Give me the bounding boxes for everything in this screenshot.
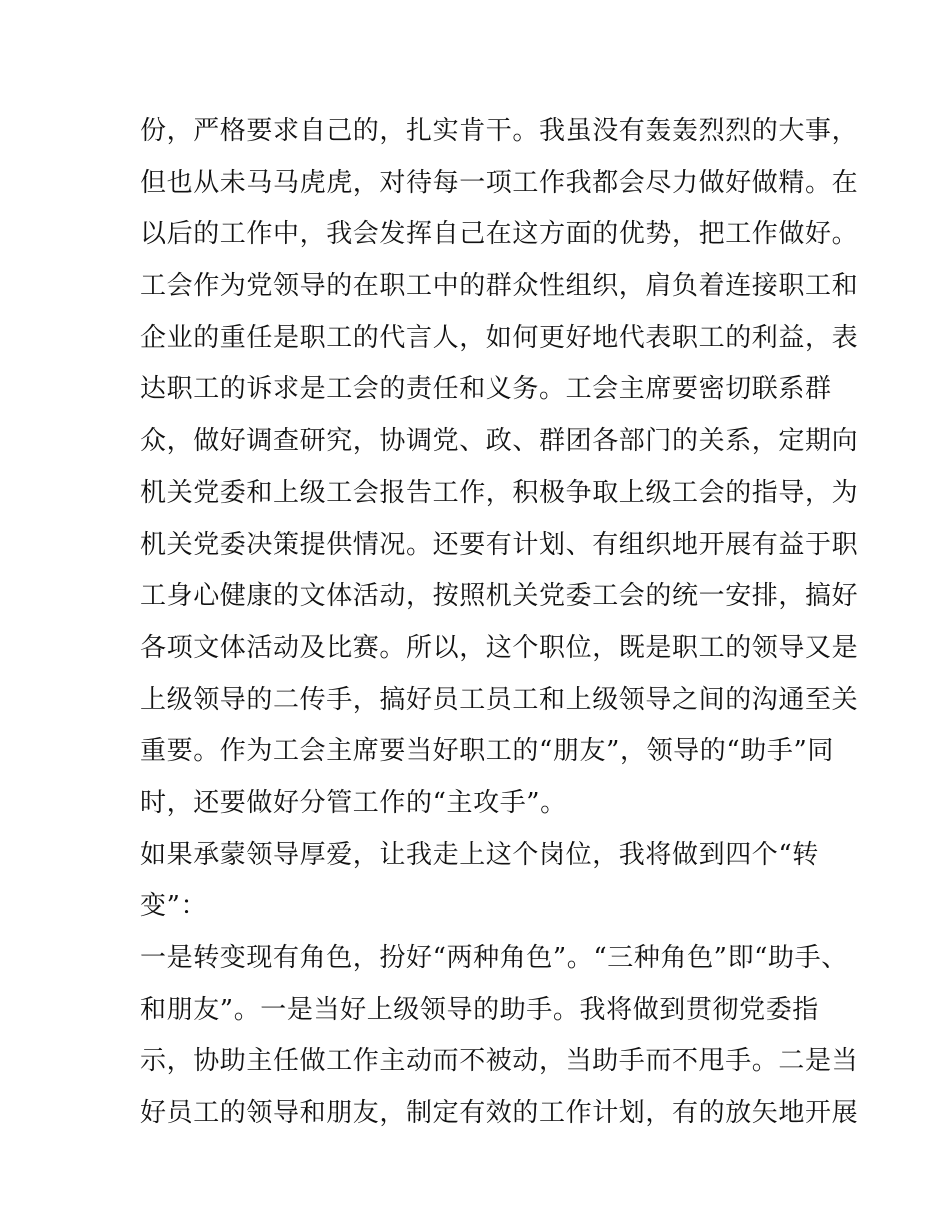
text-line: 机关党委决策提供情况。还要有计划、有组织地开展有益于职 bbox=[140, 529, 859, 560]
text-line: 示，协助主任做工作主动而不被动，当助手而不甩手。二是当 bbox=[140, 1046, 859, 1077]
text-line: 一是转变现有角色，扮好“两种角色”。“三种角色”即“助手、 bbox=[140, 943, 848, 973]
text-line: 变”： bbox=[140, 891, 208, 922]
text-line: 工会作为党领导的在职工中的群众性组织，肩负着连接职工和 bbox=[140, 271, 859, 302]
text-line: 上级领导的二传手，搞好员工员工和上级领导之间的沟通至关 bbox=[140, 684, 859, 715]
body-text bbox=[140, 106, 859, 1140]
text-line: 如果承蒙领导厚爱，让我走上这个岗位，我将做到四个“转 bbox=[140, 839, 819, 870]
text-line: 众，做好调查研究，协调党、政、群团各部门的关系，定期向 bbox=[140, 426, 859, 457]
text-line: 各项文体活动及比赛。所以，这个职位，既是职工的领导又是 bbox=[140, 632, 859, 663]
text-line: 达职工的诉求是工会的责任和义务。工会主席要密切联系群 bbox=[140, 374, 832, 405]
text-line: 份，严格要求自己的，扎实肯干。我虽没有轰轰烈烈的大事， bbox=[140, 116, 859, 146]
text-line: 机关党委和上级工会报告工作，积极争取上级工会的指导，为 bbox=[140, 477, 859, 508]
text-line: 企业的重任是职工的代言人，如何更好地代表职工的利益，表 bbox=[140, 322, 859, 353]
text-line: 但也从未马马虎虎，对待每一项工作我都会尽力做好做精。在 bbox=[140, 167, 859, 198]
text-line: 时，还要做好分管工作的“主攻手”。 bbox=[140, 787, 567, 818]
text-line: 和朋友”。一是当好上级领导的助手。我将做到贯彻党委指 bbox=[140, 994, 819, 1025]
text-line: 重要。作为工会主席要当好职工的“朋友”，领导的“助手”同 bbox=[140, 736, 834, 767]
text-line: 好员工的领导和朋友，制定有效的工作计划，有的放矢地开展 bbox=[140, 1098, 859, 1129]
text-line: 工身心健康的文体活动，按照机关党委工会的统一安排，搞好 bbox=[140, 581, 859, 612]
text-line: 以后的工作中，我会发挥自己在这方面的优势，把工作做好。 bbox=[140, 219, 859, 250]
